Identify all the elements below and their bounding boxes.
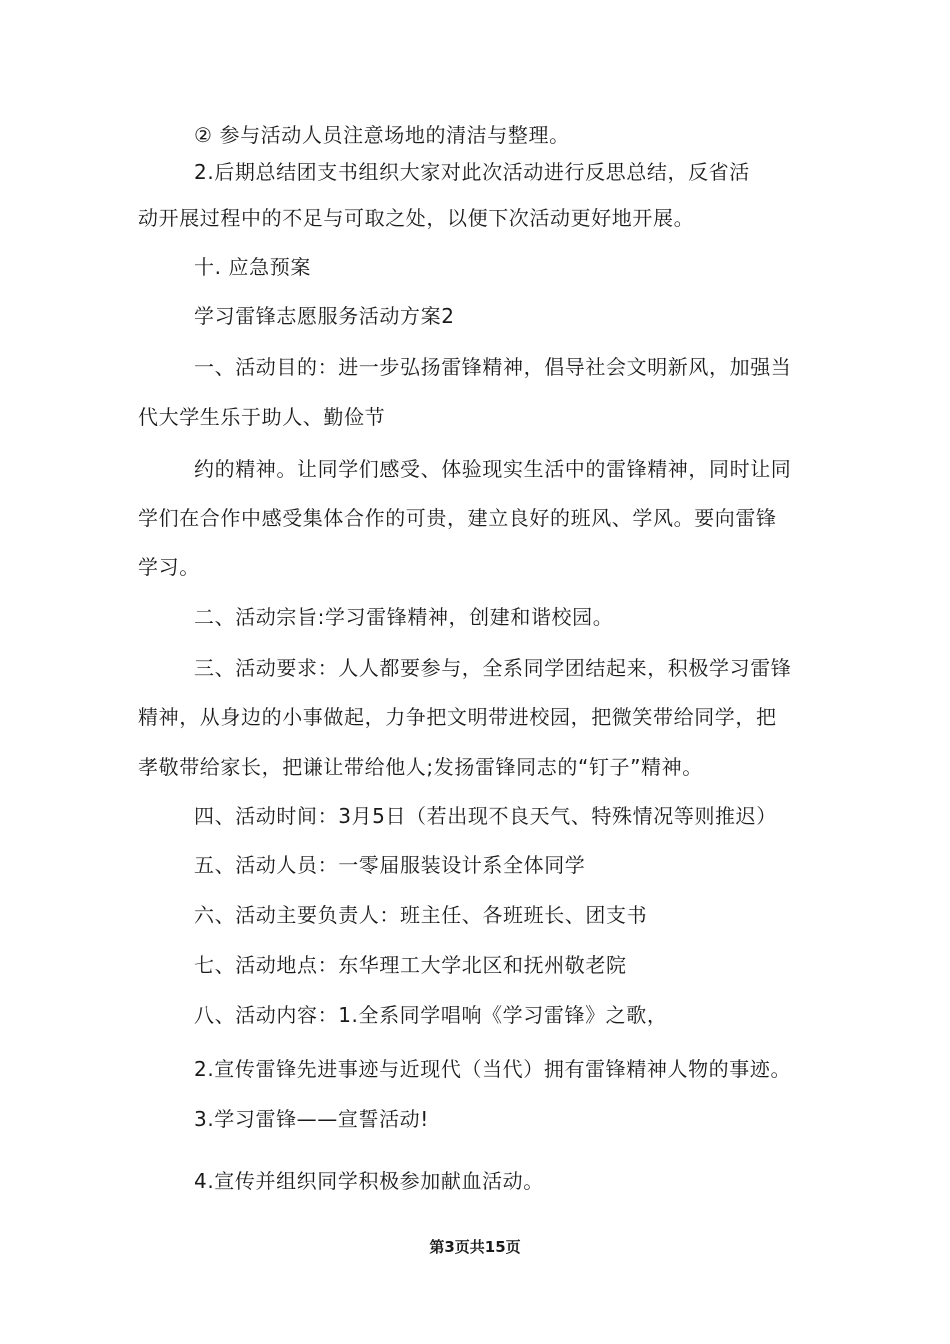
paragraph-line: 精神，从身边的小事做起，力争把文明带进校园，把微笑带给同学，把 <box>138 705 777 729</box>
section-heading: 十. 应急预案 <box>194 255 311 279</box>
paragraph-line: 三、活动要求：人人都要参与，全系同学团结起来，积极学习雷锋 <box>194 656 792 680</box>
paragraph-line: ② 参与活动人员注意场地的清洁与整理。 <box>194 123 570 147</box>
page-number-footer: 第3页共15页 <box>429 1238 521 1256</box>
paragraph-line: 五、活动人员：一零届服装设计系全体同学 <box>194 853 586 877</box>
paragraph-line: 四、活动时间：3月5日（若出现不良天气、特殊情况等则推迟） <box>194 804 777 828</box>
paragraph-line: 一、活动目的：进一步弘扬雷锋精神，倡导社会文明新风，加强当 <box>194 355 792 379</box>
paragraph-line: 4.宣传并组织同学积极参加献血活动。 <box>194 1169 544 1193</box>
paragraph-line: 动开展过程中的不足与可取之处，以便下次活动更好地开展。 <box>138 206 695 230</box>
paragraph-line: 七、活动地点：东华理工大学北区和抚州敬老院 <box>194 953 627 977</box>
paragraph-line: 3.学习雷锋——宣誓活动! <box>194 1107 429 1131</box>
paragraph-line: 孝敬带给家长，把谦让带给他人;发扬雷锋同志的“钉子”精神。 <box>138 755 703 779</box>
paragraph-line: 六、活动主要负责人：班主任、各班班长、团支书 <box>194 903 648 927</box>
paragraph-line: 学们在合作中感受集体合作的可贵，建立良好的班风、学风。要向雷锋 <box>138 506 777 530</box>
paragraph-line: 约的精神。让同学们感受、体验现实生活中的雷锋精神，同时让同 <box>194 457 792 481</box>
paragraph-line: 2.宣传雷锋先进事迹与近现代（当代）拥有雷锋精神人物的事迹。 <box>194 1057 792 1081</box>
paragraph-line: 2.后期总结团支书组织大家对此次活动进行反思总结，反省活 <box>194 160 750 184</box>
paragraph-line: 学习。 <box>138 555 200 579</box>
paragraph-line: 二、活动宗旨:学习雷锋精神，创建和谐校园。 <box>194 605 614 629</box>
document-title: 学习雷锋志愿服务活动方案2 <box>194 304 455 328</box>
paragraph-line: 八、活动内容：1.全系同学唱响《学习雷锋》之歌， <box>194 1003 668 1027</box>
paragraph-line: 代大学生乐于助人、勤俭节 <box>138 405 386 429</box>
